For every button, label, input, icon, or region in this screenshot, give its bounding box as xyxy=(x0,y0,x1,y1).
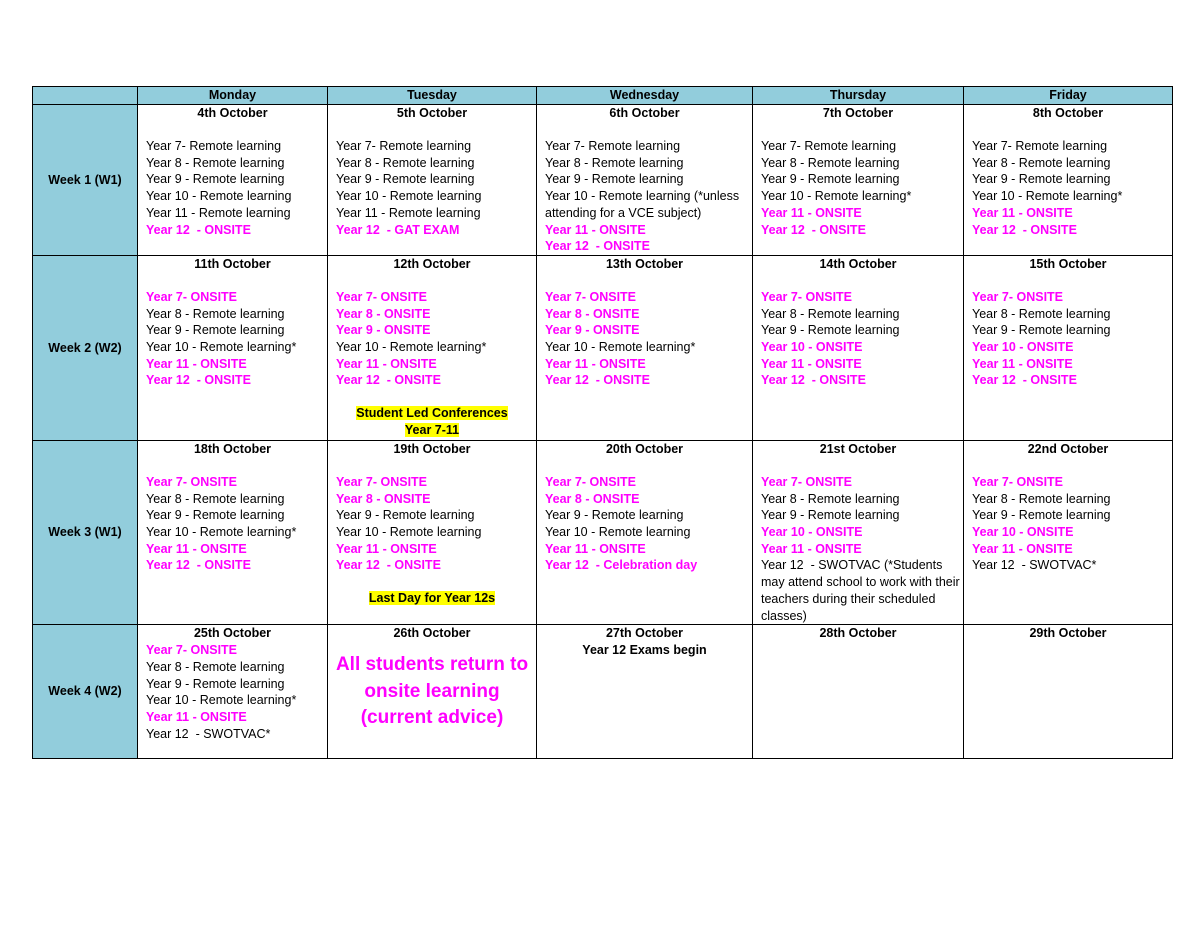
date-label: 27th October xyxy=(605,626,684,641)
year-status-line: Year 11 - Remote learning xyxy=(336,205,481,220)
year-status-line: Year 11 - ONSITE xyxy=(761,205,862,220)
date-label: 13th October xyxy=(605,256,684,271)
date-label: 14th October xyxy=(819,256,897,271)
week-label: Week 2 (W2) xyxy=(33,255,138,440)
week-row xyxy=(33,105,1173,256)
year-status-line: Year 7- ONSITE xyxy=(146,643,238,658)
year-status-line: Year 8 - ONSITE xyxy=(545,306,640,321)
date-label: 25th October xyxy=(193,626,272,641)
day-cell-tuesday xyxy=(328,255,537,440)
spacer xyxy=(138,458,327,474)
year-status-line: Year 7- ONSITE xyxy=(146,474,238,489)
date-label: 18th October xyxy=(193,441,272,456)
date-label: 22nd October xyxy=(1027,441,1109,456)
year-status-line: Year 12 - ONSITE xyxy=(972,222,1077,237)
week-row xyxy=(33,625,1173,759)
year-status-line: Year 12 - ONSITE xyxy=(761,373,866,388)
year-status-line: Year 12 - SWOTVAC (*Students may attend school to work with their teachers during their scheduled classes) xyxy=(761,558,964,623)
spacer xyxy=(328,458,536,474)
year-status-line: Year 9 - Remote learning xyxy=(336,508,475,523)
year-status-line: Year 12 - SWOTVAC* xyxy=(146,726,271,741)
day-cell-wednesday xyxy=(537,255,753,440)
year-status-line: Year 10 - ONSITE xyxy=(972,525,1074,540)
year-status-line: Year 7- ONSITE xyxy=(972,474,1064,489)
year-status-line: Year 7- ONSITE xyxy=(545,474,637,489)
day-cell-wednesday xyxy=(537,105,753,256)
week-label: Week 4 (W2) xyxy=(33,625,138,759)
year-status-line: Year 11 - ONSITE xyxy=(761,356,862,371)
year-status-line: Year 11 - ONSITE xyxy=(336,356,437,371)
spacer xyxy=(537,273,752,289)
year-status-line: Year 9 - Remote learning xyxy=(545,508,684,523)
year-status-list xyxy=(138,474,327,574)
year-status-line: Year 8 - Remote learning xyxy=(761,306,900,321)
corner-cell xyxy=(33,87,138,105)
year-status-line: Year 10 - ONSITE xyxy=(761,340,863,355)
date-label: 28th October xyxy=(819,626,897,641)
spacer xyxy=(753,122,963,138)
year-status-line: Year 8 - Remote learning xyxy=(972,306,1111,321)
year-status-line: Year 7- ONSITE xyxy=(761,289,853,304)
day-cell-thursday xyxy=(753,440,964,624)
year-status-line: Year 12 - Celebration day xyxy=(545,558,698,573)
year-status-line: Year 12 - ONSITE xyxy=(545,373,650,388)
year-status-line: Year 9 - Remote learning xyxy=(972,323,1111,338)
spacer xyxy=(537,458,752,474)
schedule-table xyxy=(32,86,1173,759)
spacer xyxy=(964,458,1172,474)
year-status-line: Year 10 - Remote learning* xyxy=(336,340,487,355)
day-header-thursday: Thursday xyxy=(753,87,964,105)
year-status-line: Year 9 - Remote learning xyxy=(972,172,1111,187)
day-cell-thursday xyxy=(753,105,964,256)
date-label: 6th October xyxy=(609,106,680,120)
highlight-note xyxy=(328,590,536,607)
spacer xyxy=(964,273,1172,289)
year-status-line: Year 9 - Remote learning xyxy=(336,172,475,187)
year-status-line: Year 10 - Remote learning xyxy=(336,189,482,204)
highlight-note xyxy=(328,405,536,438)
year-status-line: Year 10 - Remote learning xyxy=(336,525,482,540)
year-status-line: Year 8 - Remote learning xyxy=(761,155,900,170)
year-status-line: Year 8 - Remote learning xyxy=(972,491,1111,506)
week-label: Week 1 (W1) xyxy=(33,105,138,256)
date-label: 11th October xyxy=(194,256,271,271)
day-cell-friday xyxy=(964,625,1173,759)
year-status-line: Year 10 - Remote learning (*unless attending for a VCE subject) xyxy=(545,189,743,220)
year-status-line: Year 9 - Remote learning xyxy=(761,323,900,338)
year-status-line: Year 12 - ONSITE xyxy=(146,558,251,573)
year-status-line: Year 7- ONSITE xyxy=(972,289,1064,304)
year-status-line: Year 10 - Remote learning* xyxy=(146,525,297,540)
date-label: 21st October xyxy=(819,441,897,456)
day-cell-friday xyxy=(964,105,1173,256)
year-status-list xyxy=(537,289,752,389)
spacer xyxy=(328,273,536,289)
spacer xyxy=(537,122,752,138)
year-status-line: Year 12 - ONSITE xyxy=(336,373,441,388)
year-status-line: Year 8 - Remote learning xyxy=(146,491,285,506)
year-status-line: Year 12 - GAT EXAM xyxy=(336,222,460,237)
date-label: 20th October xyxy=(605,441,684,456)
day-cell-tuesday xyxy=(328,625,537,759)
year-status-line: Year 7- Remote learning xyxy=(146,139,282,153)
year-status-line: Year 9 - Remote learning xyxy=(761,508,900,523)
week-label: Week 3 (W1) xyxy=(33,440,138,624)
year-status-line: Year 7- ONSITE xyxy=(146,289,238,304)
date-label: 19th October xyxy=(393,441,471,456)
year-status-line: Year 11 - ONSITE xyxy=(545,541,646,556)
date-label: 4th October xyxy=(197,106,268,120)
year-status-line: Year 12 - ONSITE xyxy=(336,558,441,573)
year-status-line: Year 8 - Remote learning xyxy=(972,155,1111,170)
day-cell-wednesday xyxy=(537,440,753,624)
year-status-line: Year 11 - ONSITE xyxy=(545,356,646,371)
year-status-line: Year 10 - Remote learning* xyxy=(761,189,912,204)
day-cell-monday xyxy=(138,440,328,624)
year-status-line: Year 10 - Remote learning* xyxy=(146,340,297,355)
day-cell-monday xyxy=(138,105,328,256)
exam-note: Year 12 Exams begin xyxy=(582,643,707,658)
year-status-list xyxy=(138,642,327,742)
spacer xyxy=(138,122,327,138)
year-status-line: Year 11 - ONSITE xyxy=(761,541,862,556)
date-label: 8th October xyxy=(1032,106,1104,120)
spacer xyxy=(964,122,1172,138)
year-status-line: Year 10 - Remote learning* xyxy=(146,693,297,708)
year-status-line: Year 12 - ONSITE xyxy=(545,239,650,254)
year-status-line: Year 8 - ONSITE xyxy=(545,491,640,506)
year-status-line: Year 8 - Remote learning xyxy=(545,155,684,170)
year-status-list xyxy=(138,289,327,389)
year-status-line: Year 7- Remote learning xyxy=(336,139,472,153)
year-status-line: Year 11 - ONSITE xyxy=(146,356,247,371)
year-status-line: Year 10 - ONSITE xyxy=(761,525,863,540)
year-status-line: Year 11 - ONSITE xyxy=(972,356,1073,371)
day-cell-friday xyxy=(964,255,1173,440)
year-status-line: Year 9 - Remote learning xyxy=(146,172,285,187)
date-label: 15th October xyxy=(1029,256,1107,271)
year-status-list xyxy=(964,474,1172,574)
year-status-list xyxy=(964,138,1172,238)
spacer xyxy=(753,273,963,289)
day-cell-friday xyxy=(964,440,1173,624)
highlight-text: Student Led Conferences Year 7-11 xyxy=(356,406,508,437)
year-status-line: Year 7- ONSITE xyxy=(336,289,428,304)
year-status-line: Year 11 - ONSITE xyxy=(972,205,1073,220)
year-status-line: Year 12 - ONSITE xyxy=(761,222,866,237)
year-status-list xyxy=(964,289,1172,389)
year-status-line: Year 7- ONSITE xyxy=(545,289,637,304)
week-row xyxy=(33,255,1173,440)
year-status-line: Year 8 - Remote learning xyxy=(146,155,285,170)
date-label: 29th October xyxy=(1029,626,1107,641)
year-status-list xyxy=(537,474,752,574)
year-status-line: Year 8 - Remote learning xyxy=(761,491,900,506)
year-status-line: Year 11 - ONSITE xyxy=(972,541,1073,556)
day-header-tuesday: Tuesday xyxy=(328,87,537,105)
year-status-line: Year 11 - Remote learning xyxy=(146,205,291,220)
date-label: 12th October xyxy=(393,256,471,271)
spacer xyxy=(753,458,963,474)
year-status-line: Year 8 - ONSITE xyxy=(336,491,431,506)
year-status-line: Year 12 - ONSITE xyxy=(972,373,1077,388)
spacer xyxy=(328,122,536,138)
day-cell-thursday xyxy=(753,625,964,759)
date-label: 26th October xyxy=(393,626,471,641)
year-status-line: Year 9 - ONSITE xyxy=(336,323,431,338)
year-status-line: Year 10 - ONSITE xyxy=(972,340,1074,355)
year-status-list xyxy=(753,474,963,624)
year-status-line: Year 9 - ONSITE xyxy=(545,323,640,338)
year-status-line: Year 12 - ONSITE xyxy=(146,373,251,388)
header-row xyxy=(33,87,1173,105)
year-status-line: Year 7- Remote learning xyxy=(761,139,897,153)
year-status-list xyxy=(328,289,536,389)
year-status-list xyxy=(328,138,536,238)
day-cell-thursday xyxy=(753,255,964,440)
year-status-line: Year 7- ONSITE xyxy=(761,474,853,489)
year-status-line: Year 11 - ONSITE xyxy=(336,541,437,556)
year-status-line: Year 10 - Remote learning xyxy=(146,189,292,204)
year-status-list xyxy=(537,138,752,255)
year-status-line: Year 9 - Remote learning xyxy=(972,508,1111,523)
day-cell-tuesday xyxy=(328,105,537,256)
date-label: 5th October xyxy=(396,106,468,120)
year-status-line: Year 9 - Remote learning xyxy=(761,172,900,187)
day-header-monday: Monday xyxy=(138,87,328,105)
year-status-line: Year 11 - ONSITE xyxy=(146,541,247,556)
year-status-line: Year 8 - Remote learning xyxy=(146,306,285,321)
year-status-line: Year 10 - Remote learning* xyxy=(972,189,1123,204)
year-status-line: Year 8 - Remote learning xyxy=(336,155,475,170)
year-status-list xyxy=(753,289,963,389)
highlight-text: Last Day for Year 12s xyxy=(368,591,496,606)
year-status-line: Year 9 - Remote learning xyxy=(146,676,285,691)
year-status-line: Year 9 - Remote learning xyxy=(146,508,285,523)
year-status-line: Year 7- Remote learning xyxy=(972,139,1108,153)
day-header-wednesday: Wednesday xyxy=(537,87,753,105)
spacer xyxy=(138,273,327,289)
day-cell-wednesday xyxy=(537,625,753,759)
year-status-list xyxy=(753,138,963,238)
day-cell-monday xyxy=(138,625,328,759)
year-status-line: Year 7- Remote learning xyxy=(545,139,681,153)
day-cell-tuesday xyxy=(328,440,537,624)
year-status-list xyxy=(328,474,536,574)
year-status-line: Year 9 - Remote learning xyxy=(545,172,684,187)
year-status-line: Year 8 - Remote learning xyxy=(146,659,285,674)
year-status-line: Year 8 - ONSITE xyxy=(336,306,431,321)
year-status-line: Year 11 - ONSITE xyxy=(545,222,646,237)
week-row xyxy=(33,440,1173,624)
year-status-list xyxy=(138,138,327,238)
year-status-line: Year 12 - SWOTVAC* xyxy=(972,558,1097,573)
return-onsite-notice: All students return to onsite learning (current advice) xyxy=(335,654,529,729)
year-status-line: Year 9 - Remote learning xyxy=(146,323,285,338)
day-cell-monday xyxy=(138,255,328,440)
date-label: 7th October xyxy=(822,106,894,120)
year-status-line: Year 12 - ONSITE xyxy=(146,222,251,237)
year-status-line: Year 10 - Remote learning xyxy=(545,525,691,540)
day-header-friday: Friday xyxy=(964,87,1173,105)
year-status-line: Year 10 - Remote learning* xyxy=(545,340,696,355)
year-status-line: Year 7- ONSITE xyxy=(336,474,428,489)
year-status-line: Year 11 - ONSITE xyxy=(146,710,247,725)
